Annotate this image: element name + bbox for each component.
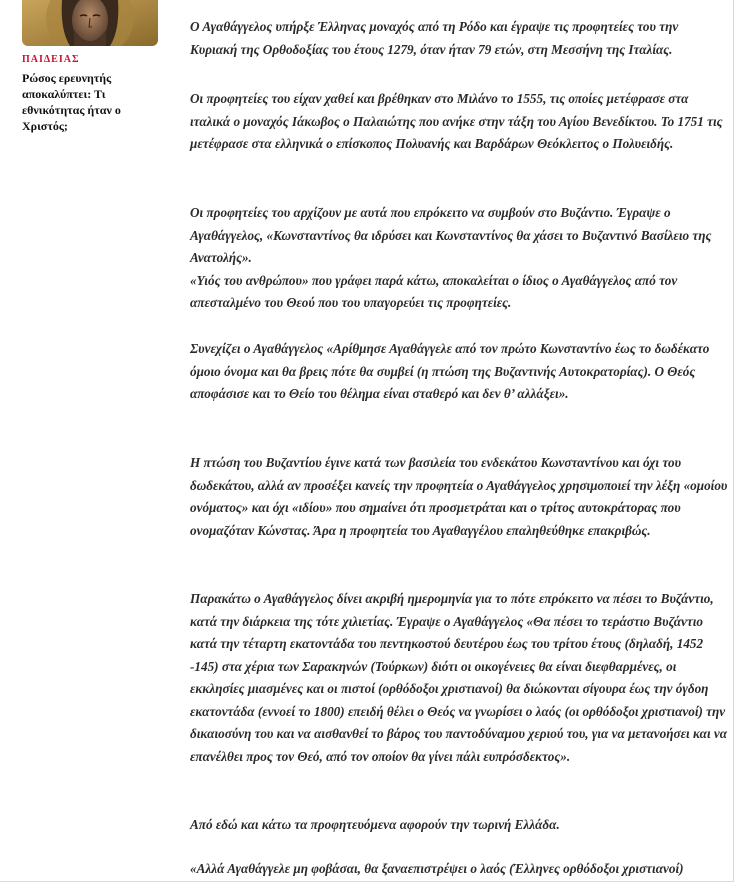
paragraph-4-text: Συνεχίζει ο Αγαθάγγελος «Αρίθμησε Αγαθάγγελε από τον πρώτο Κωνσταντίνο έως το δωδέκατο όμοιο όνομα και θα βρεις πότε θα συμβεί (η πτώση της Βυζαντινής Αυτοκρατορίας). Ο Θεός αποφάσισε και το Θείο του θέλημα είναι σταθερό και δεν θ’ αλλάξει».	[190, 341, 710, 401]
paragraph-5	[190, 452, 728, 542]
paragraph-7	[190, 814, 560, 837]
related-article-title[interactable]: Ρώσος ερευνητής αποκαλύπτει: Τι εθνικότητας ήταν ο Χριστός;	[22, 71, 121, 133]
byzantine-icon-image	[22, 0, 158, 46]
paragraph-8	[190, 858, 684, 881]
paragraph-6	[190, 588, 728, 768]
paragraph-6-text: Παρακάτω ο Αγαθάγγελος δίνει ακριβή ημερομηνία για το πότε επρόκειτο να πέσει το Βυζάντιο, κατά την διάρκεια της τότε χιλιετίας. Έγραψε ο Αγαθάγγελος «Θα πέσει το τεράστιο Βυζάντιο κατά την τέταρτη εκατοντάδα του πεντηκοστού δευτέρου έως του τρίτου έτους (δηλαδή, 1452 -145) στα χέρια των Σαρακηνών (Τούρκων) διότι οι οικογένειες θα είναι διεφθαρμένες, οι εκκλησίες μιασμένες και οι πιστοί (ορθόδοξοι χριστιανοί) θα διώκονται σίγουρα έως την όγδοη εκατοντάδα (εννοεί το 1800) επειδή θέλει ο Θεός να γνωρίσει ο λαός (οι ορθόδοξοι χριστιανοί) την δικαιοσύνη του και να αισθανθεί το βάρος του παντοδύναμου χεριού του, για να μετανοήσει και να επανέλθει προς τον Θεό, από τον οποίον θα γίνει πάλι ευπρόσδεκτος».	[190, 591, 728, 764]
paragraph-3	[190, 202, 728, 315]
paragraph-4	[190, 338, 728, 406]
paragraph-2	[190, 88, 728, 156]
paragraph-5-text: Η πτώση του Βυζαντίου έγινε κατά των βασιλεία του ενδεκάτου Κωνσταντίνου και όχι του δωδεκάτου, αλλά αν προσέξει κανείς την προφητεία ο Αγαθάγγελος χρησιμοποιεί την λέξη «ομοίου ονόματος» και όχι «ιδίου» που σημαίνει ότι προσμετράται και ο τρίτος αυτοκράτορας που ονομαζόταν Κώνστας. Άρα η προφητεία του Αγαθαγγέλου επαληθεύθηκε επακριβώς.	[190, 455, 728, 538]
paragraph-3-text-b: «Υιός του ανθρώπου» που γράφει παρά κάτω, αποκαλείται ο ίδιος ο Αγαθάγγελος από τον απεσταλμένο του Θεού που του υπαγορεύει τις προφητείες.	[190, 272, 678, 310]
related-article-card	[22, 0, 162, 134]
paragraph-7-text: Από εδώ και κάτω τα προφητευόμενα αφορούν την τωρινή Ελλάδα.	[190, 817, 560, 832]
paragraph-3-text-a: Οι προφητείες του αρχίζουν με αυτά που επρόκειτο να συμβούν στο Βυζάντιο. Έγραψε ο Αγαθάγγελος, «Κωνσταντίνος θα ιδρύσει και Κωνσταντίνος θα χάσει το Βυζαντινό Βασίλειο της Ανατολής».	[190, 205, 712, 265]
paragraph-8-text: «Αλλά Αγαθάγγελε μη φοβάσαι, θα ξαναεπιστρέψει ο λαός (Έλληνες ορθόδοξοι χριστιανοί)	[190, 861, 684, 876]
paragraph-1-text: Ο Αγαθάγγελος υπήρξε Έλληνας μοναχός από τη Ρόδο και έγραψε τις προφητείες του την Κυριακή της Ορθοδοξίας του έτους 1279, όταν ήταν 79 ετών, στη Μεσσήνη της Ιταλίας.	[190, 19, 679, 57]
paragraph-2-text: Οι προφητείες του είχαν χαθεί και βρέθηκαν στο Μιλάνο το 1555, τις οποίες μετέφρασε στα ιταλικά ο μοναχός Ιάκωβος ο Παλαιώτης που ανήκε στην τάξη του Αγίου Βενεδίκτου. Το 1751 τις μετέφρασε στα ελληνικά ο επίσκοπος Πολυανής και Βαρδάρων Θεόκλειτος ο Πολυειδής.	[190, 91, 723, 151]
related-article-category[interactable]: ΠΑΙΔΕΙΑΣ	[22, 54, 80, 65]
related-article-thumbnail[interactable]	[22, 0, 158, 46]
paragraph-1	[190, 16, 728, 61]
